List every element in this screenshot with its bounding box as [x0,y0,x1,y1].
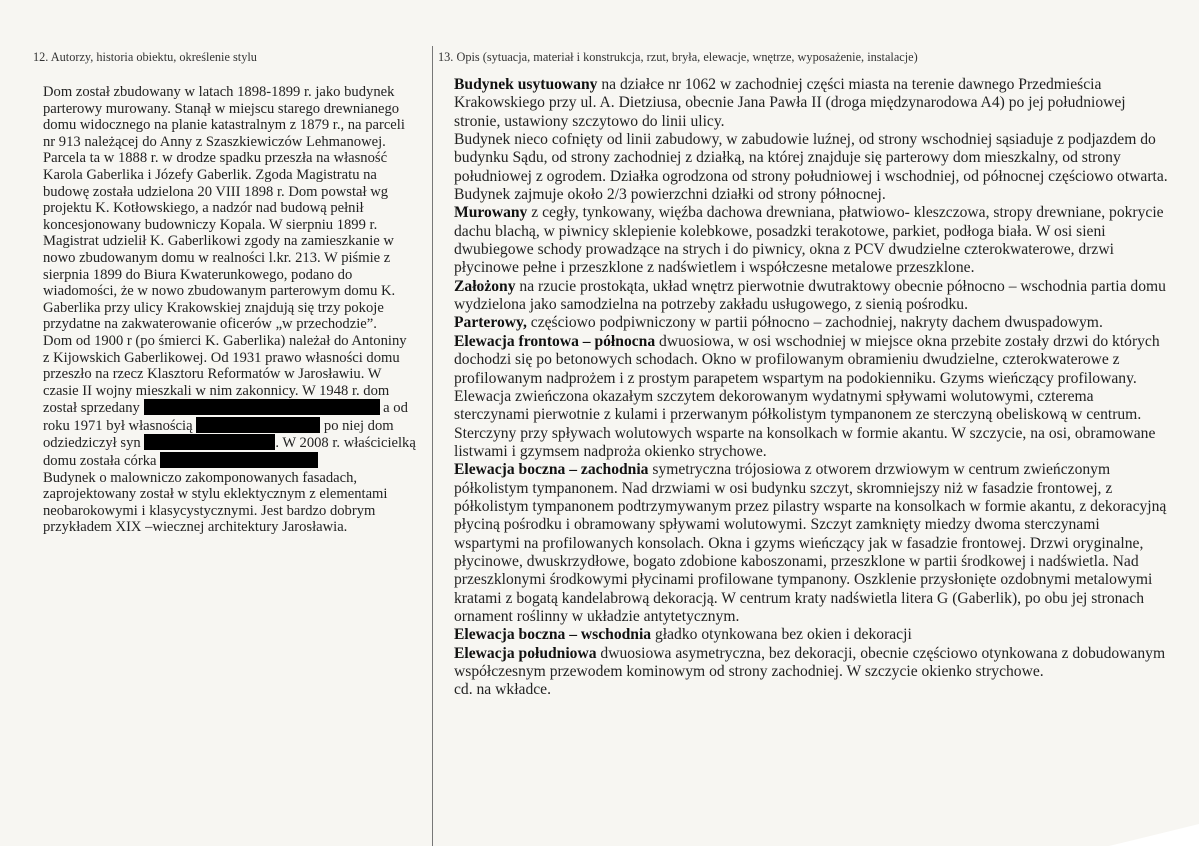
section-13-header: 13. Opis (sytuacja, materiał i konstrukcja, rzut, bryła, elewacje, wnętrze, wyposażenie, instalacje) [438,50,918,64]
paragraph-text: z cegły, tynkowany, więźba dachowa drewniana, płatwiowo- kleszczowa, stropy drewniane, pokrycie dachu blachą, w piwnicy sklepienie kolebkowe, posadzki terakotowe, parkiet, podłoga biała. W osi sieni dwubiegowe schody prowadzące na strych i do piwnicy, okna z PCV dwudzielne czterokwaterowe, drzwi płycinowe pełne i przeszklone z nadświetlem i współczesne metalowe przeszklone. [454,204,1164,277]
history-lines-a [43,84,428,399]
history-line: wiadomości, że w nowo zbudowanym parterowym domu K. [43,283,396,300]
paragraph-text: symetryczna trójosiowa z otworem drzwiowym w centrum zwieńczonym półkolistym tympanonem. Nad drzwiami w osi budynku szczyt, skromniejszy niż w fasadzie frontowej, z półkolistym tympanonem podtrzymywanym przez pilastry wsparte na konsolkach w formie akantu, z dekoracyjną płyciną pośrodku i obramowany spływami wolutowymi. Szczyt zamknięty miedzy dwoma sterczynami wspartymi na profilowanych konsolach. Okna i gzyms wieńczący jak w fasadzie frontowej. Drzwi oryginalne, płycinowe, dwuskrzydłowe, bogato zdobione kaboszonami, przeszklone w partii środkowej i nadświetla. Nad przeszklonymi środkowymi płycinami profilowane tympanony. Oszklenie przysłonięte ozdobnymi metalowymi kratami z bogatą kandelabrową dekoracją. W centrum kraty nadświetla litera G (Gaberlik), po obu jej stronach ornament roślinny w układzie antytetycznym. [454,461,1167,625]
history-line: czasie II wojny mieszkali w nim zakonnicy. W 1948 r. dom [43,382,390,399]
paragraph-heading: Elewacja boczna – wschodnia [454,626,652,644]
text-fragment: domu została córka [43,453,157,470]
paragraph-text: na działce nr 1062 w zachodniej części miasta na terenie dawnego Przedmieścia Krakowskiego przy ul. A. Dietziusa, obecnie Jana Pawła II (droga międzynarodowa A4) po jej południowej stronie, ustawiony szczytowo do linii ulicy. [454,76,1126,130]
left-column [0,0,432,846]
history-line-redacted-4 [43,452,428,470]
paragraph-text: dwuosiowa asymetryczna, bez dekoracji, obecnie częściowo otynkowana z dobudowanym współczesnym przewodem kominowym od strony zachodniej. W szczycie okienko strychowe. [454,644,1166,680]
paragraph-heading: Elewacja boczna – zachodnia [454,461,649,479]
text-fragment: odziedziczył syn [43,435,141,452]
history-line: Dom został zbudowany w latach 1898-1899 r. jako budynek [43,84,395,100]
paragraph-heading: Budynek usytuowany [454,76,598,93]
paragraph-heading: Elewacja południowa [454,644,597,662]
history-line: zaprojektowany został w stylu eklektycznym z elementami [43,486,388,503]
description-paragraph [454,681,1169,699]
paragraph-text: Budynek nieco cofnięty od linii zabudowy, w zabudowie luźnej, od strony wschodniej sąsiaduje z podjazdem do budynku Sądu, od strony zachodniej z działką, na której znajduje się parterowy dom mieszkalny, od strony południowej z ogrodem. Działka ogrodzona od strony południowej i wschodniej, od północnej częściowo otwarta. Budynek zajmuje około 2/3 powierzchni działki od strony północnej. [454,131,1168,204]
description-paragraph [454,645,1169,682]
description-paragraph [454,461,1169,626]
paragraph-text: na rzucie prostokąta, układ wnętrz pierwotnie dwutraktowy obecnie północno – wschodnia partia domu wydzielona jako samodzielna na potrzeby zakładu usługowego, z sienią pośrodku. [454,277,1166,314]
paragraph-text: gładko otynkowana bez okien i dekoracji [651,626,912,644]
history-line: sierpnia 1899 do Biura Kwaterunkowego, podano do [43,266,353,283]
redaction-bar [196,417,320,433]
history-line: przeszło na rzecz Klasztoru Reformatów w Jarosławiu. W [43,366,382,383]
torn-corner [1109,824,1199,846]
paragraph-heading: Elewacja frontowa – północna [454,332,656,350]
text-fragment: po niej dom [323,417,394,434]
history-text [43,84,428,536]
history-line: przykładem XIX –wiecznej architektury Jarosławia. [43,519,348,536]
history-line: przydatne na zakwaterowanie oficerów „w przechodzie”. [43,316,377,333]
paragraph-text: cd. na wkładce. [454,681,551,699]
paragraph-heading: Parterowy, [454,314,527,332]
description-paragraph [454,76,1169,131]
history-line: koncesjonowany budowniczy Kopala. W sierpniu 1899 r. [43,216,378,233]
history-line: nr 913 należącej do Anny z Szaszkiewiczów Lehmanowej. [43,133,386,150]
description-paragraph [454,278,1169,315]
history-line: Parcela ta w 1888 r. w drodze spadku przeszła na własność [43,150,388,167]
description-paragraph [454,626,1169,644]
redaction-bar [144,399,380,415]
history-line-redacted-2 [43,417,428,435]
paragraph-heading: Założony [454,277,516,295]
text-fragment: a od [383,400,408,417]
history-line: domu widocznego na planie katastralnym z 1879 r., na parceli [43,117,405,134]
history-line: Magistrat udzielił K. Gaberlikowi zgody na zamieszkanie w [43,233,394,250]
history-line-redacted-1 [43,399,428,417]
right-column [434,0,1199,846]
history-line: z Kijowskich Gaberlikowej. Od 1931 prawo własności domu [43,349,400,366]
history-line: Budynek o malowniczo zakomponowanych fasadach, [43,469,358,486]
text-fragment: został sprzedany [43,400,140,417]
paragraph-heading: Murowany [454,204,528,222]
history-line: nowo zbudowanym domu w realności l.kr. 213. W piśmie z [43,249,391,266]
history-line: parterowy murowany. Stanął w miejscu starego drewnianego [43,100,400,117]
description-paragraph [454,131,1169,204]
history-line: Karola Gaberlika i Józefy Gaberlik. Zgoda Magistratu na [43,166,377,183]
history-lines-b [43,470,428,536]
redaction-bar [160,452,318,468]
history-line-redacted-3 [43,434,428,452]
paragraph-text: częściowo podpiwniczony w partii północno – zachodniej, nakryty dachem dwuspadowym. [526,314,1103,332]
description-paragraph [454,204,1169,277]
section-12-header: 12. Autorzy, historia obiektu, określenie stylu [33,50,257,64]
history-line: projektu K. Kotłowskiego, a nadzór nad budową pełnił [43,200,364,217]
column-divider [432,46,433,846]
history-line: Gaberlika przy ulicy Krakowskiej znajdują się trzy pokoje [43,299,384,316]
history-line: Dom od 1900 r (po śmierci K. Gaberlika) należał do Antoniny [43,332,407,349]
description-paragraph [454,333,1169,461]
description-text [454,76,1169,700]
text-fragment: . W 2008 r. właścicielką [275,435,416,452]
description-paragraph [454,314,1169,332]
history-line: neobarokowymi i klasycystycznymi. Jest bardzo dobrym [43,502,376,519]
redaction-bar [144,434,275,450]
paragraph-text: dwuosiowa, w osi wschodniej w miejsce okna przebite zostały drzwi do których dochodzi się po betonowych schodach. Okno w profilowanym obramieniu dwudzielne, czterokwaterowe z profilowanym nadprożem i z prostym parapetem wspartym na podokienniku. Gzyms wieńczący profilowany. Elewacja zwieńczona okazałym szczytem dekorowanym wydatnymi spływami wolutowymi, czterema sterczynami pierwotnie z kulami i przerwanym półkolistym tympanonem ze sterczyną obeliskową w centrum. Sterczyny przy spływach wolutowych wsparte na konsolkach w formie akantu. W szczycie, na osi, obramowane listwami i gzymsem nadproża okienko strychowe. [454,332,1160,460]
history-line: budowę została udzielona 20 VIII 1898 r. Dom powstał wg [43,183,389,200]
text-fragment: roku 1971 był własnością [43,417,193,434]
